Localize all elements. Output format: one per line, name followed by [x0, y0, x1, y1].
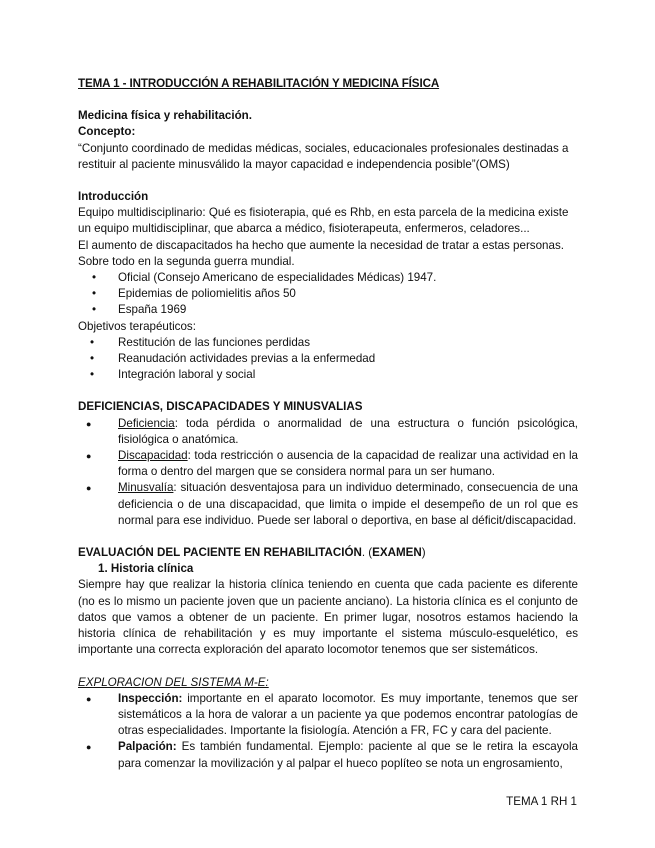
term: Deficiencia — [118, 416, 175, 430]
historia-clinica-paragraph: Siempre hay que realizar la historia clínica teniendo en cuenta que cada paciente es diferente (no es lo mismo un paciente joven que un paciente anciano). La historia clínica es el conjunto de datos que vamos a obtener de un paciente. En primer lugar, nosotros estamos haciendo la historia clínica de rehabilitación y es muy importante el sistema músculo-esquelético, es importante una correcta exploración del aparato locomotor tenemos que ser sistemáticos. — [78, 578, 578, 657]
evaluacion-heading-line — [78, 545, 578, 561]
list-item: • Restitución de las funciones perdidas — [78, 335, 578, 351]
deficiencias-list — [78, 416, 578, 529]
exploracion-heading: EXPLORACION DEL SISTEMA M-E: — [78, 675, 269, 689]
definition: : situación desventajosa para un individuo determinado, consecuencia de una deficiencia o de una discapacidad, que limita o impide el desempeño de un rol que es normal para ese individuo. Puede ser laboral o deportiva, en base al déficit/discapacidad. — [118, 481, 578, 527]
list-item: • Oficial (Consejo Americano de especialidades Médicas) 1947. — [78, 270, 578, 286]
definition: : toda pérdida o anormalidad de una estructura o función psicológica, fisiológica o anatómica. — [118, 416, 578, 446]
document-title: TEMA 1 - INTRODUCCIÓN A REHABILITACIÓN Y MEDICINA FÍSICA — [78, 77, 440, 90]
list-item: • España 1969 — [78, 302, 578, 318]
definition: importante en el aparato locomotor. Es muy importante, tenemos que ser sistemáticos a la hora de valorar a un paciente ya que podemos encontrar patologías de otras especialidades. Importante la fisiología. Atención a FR, FC y cara del paciente. — [118, 691, 578, 738]
objectives-list — [78, 335, 578, 384]
term: Inspección: — [118, 691, 183, 705]
exploracion-list — [78, 691, 578, 772]
term: Palpación: — [118, 740, 177, 754]
evaluacion-heading: EVALUACIÓN DEL PACIENTE EN REHABILITACIÓN — [78, 546, 362, 560]
concept-text: “Conjunto coordinado de medidas médicas, sociales, educacionales profesionales destinadas a restituir al paciente minusválido la mayor capacidad e independencia posible”(OMS) — [78, 141, 569, 171]
heading-close: ) — [421, 546, 426, 560]
list-item: • Reanudación actividades previas a la enfermedad — [78, 351, 578, 367]
definition: : toda restricción o ausencia de la capacidad de realizar una actividad en la forma o dentro del margen que se considera normal para un ser humano. — [118, 449, 578, 479]
concept-label: Concepto: — [78, 125, 136, 139]
list-item — [78, 739, 578, 771]
heading-punct: . ( — [361, 546, 373, 560]
list-item — [78, 691, 578, 740]
exam-label: EXAMEN — [372, 546, 422, 560]
intro-paragraph-1: Equipo multidisciplinario: Qué es fisioterapia, qué es Rhb, en esta parcela de la medicina existe un equipo multidisciplinar, que abarca a médico, fisioterapeuta, enfermeros, celadores... — [78, 206, 569, 236]
term: Discapacidad — [118, 449, 188, 463]
history-list — [78, 270, 578, 319]
objectives-label: Objetivos terapéuticos: — [78, 319, 196, 333]
list-item: • Integración laboral y social — [78, 367, 578, 383]
historia-clinica-heading: 1. Historia clínica — [98, 562, 194, 576]
list-item — [78, 448, 578, 480]
page-footer: TEMA 1 RH 1 — [506, 795, 577, 808]
intro-heading: Introducción — [78, 190, 149, 204]
document-page — [78, 76, 578, 772]
list-item — [78, 480, 578, 529]
intro-paragraph-2: El aumento de discapacitados ha hecho que aumente la necesidad de tratar a estas personas. Sobre todo en la segunda guerra mundial. — [78, 238, 564, 268]
list-item: • Epidemias de poliomielitis años 50 — [78, 286, 578, 302]
definition: Es también fundamental. Ejemplo: paciente al que se le retira la escayola para comenzar la movilización y al palpar el hueco poplíteo se nota un engrosamiento, — [118, 740, 578, 770]
deficiencias-heading: DEFICIENCIAS, DISCAPACIDADES Y MINUSVALIAS — [78, 400, 363, 414]
list-item — [78, 416, 578, 448]
section-heading-medicina: Medicina física y rehabilitación. — [78, 109, 252, 123]
term: Minusvalía — [118, 481, 174, 495]
